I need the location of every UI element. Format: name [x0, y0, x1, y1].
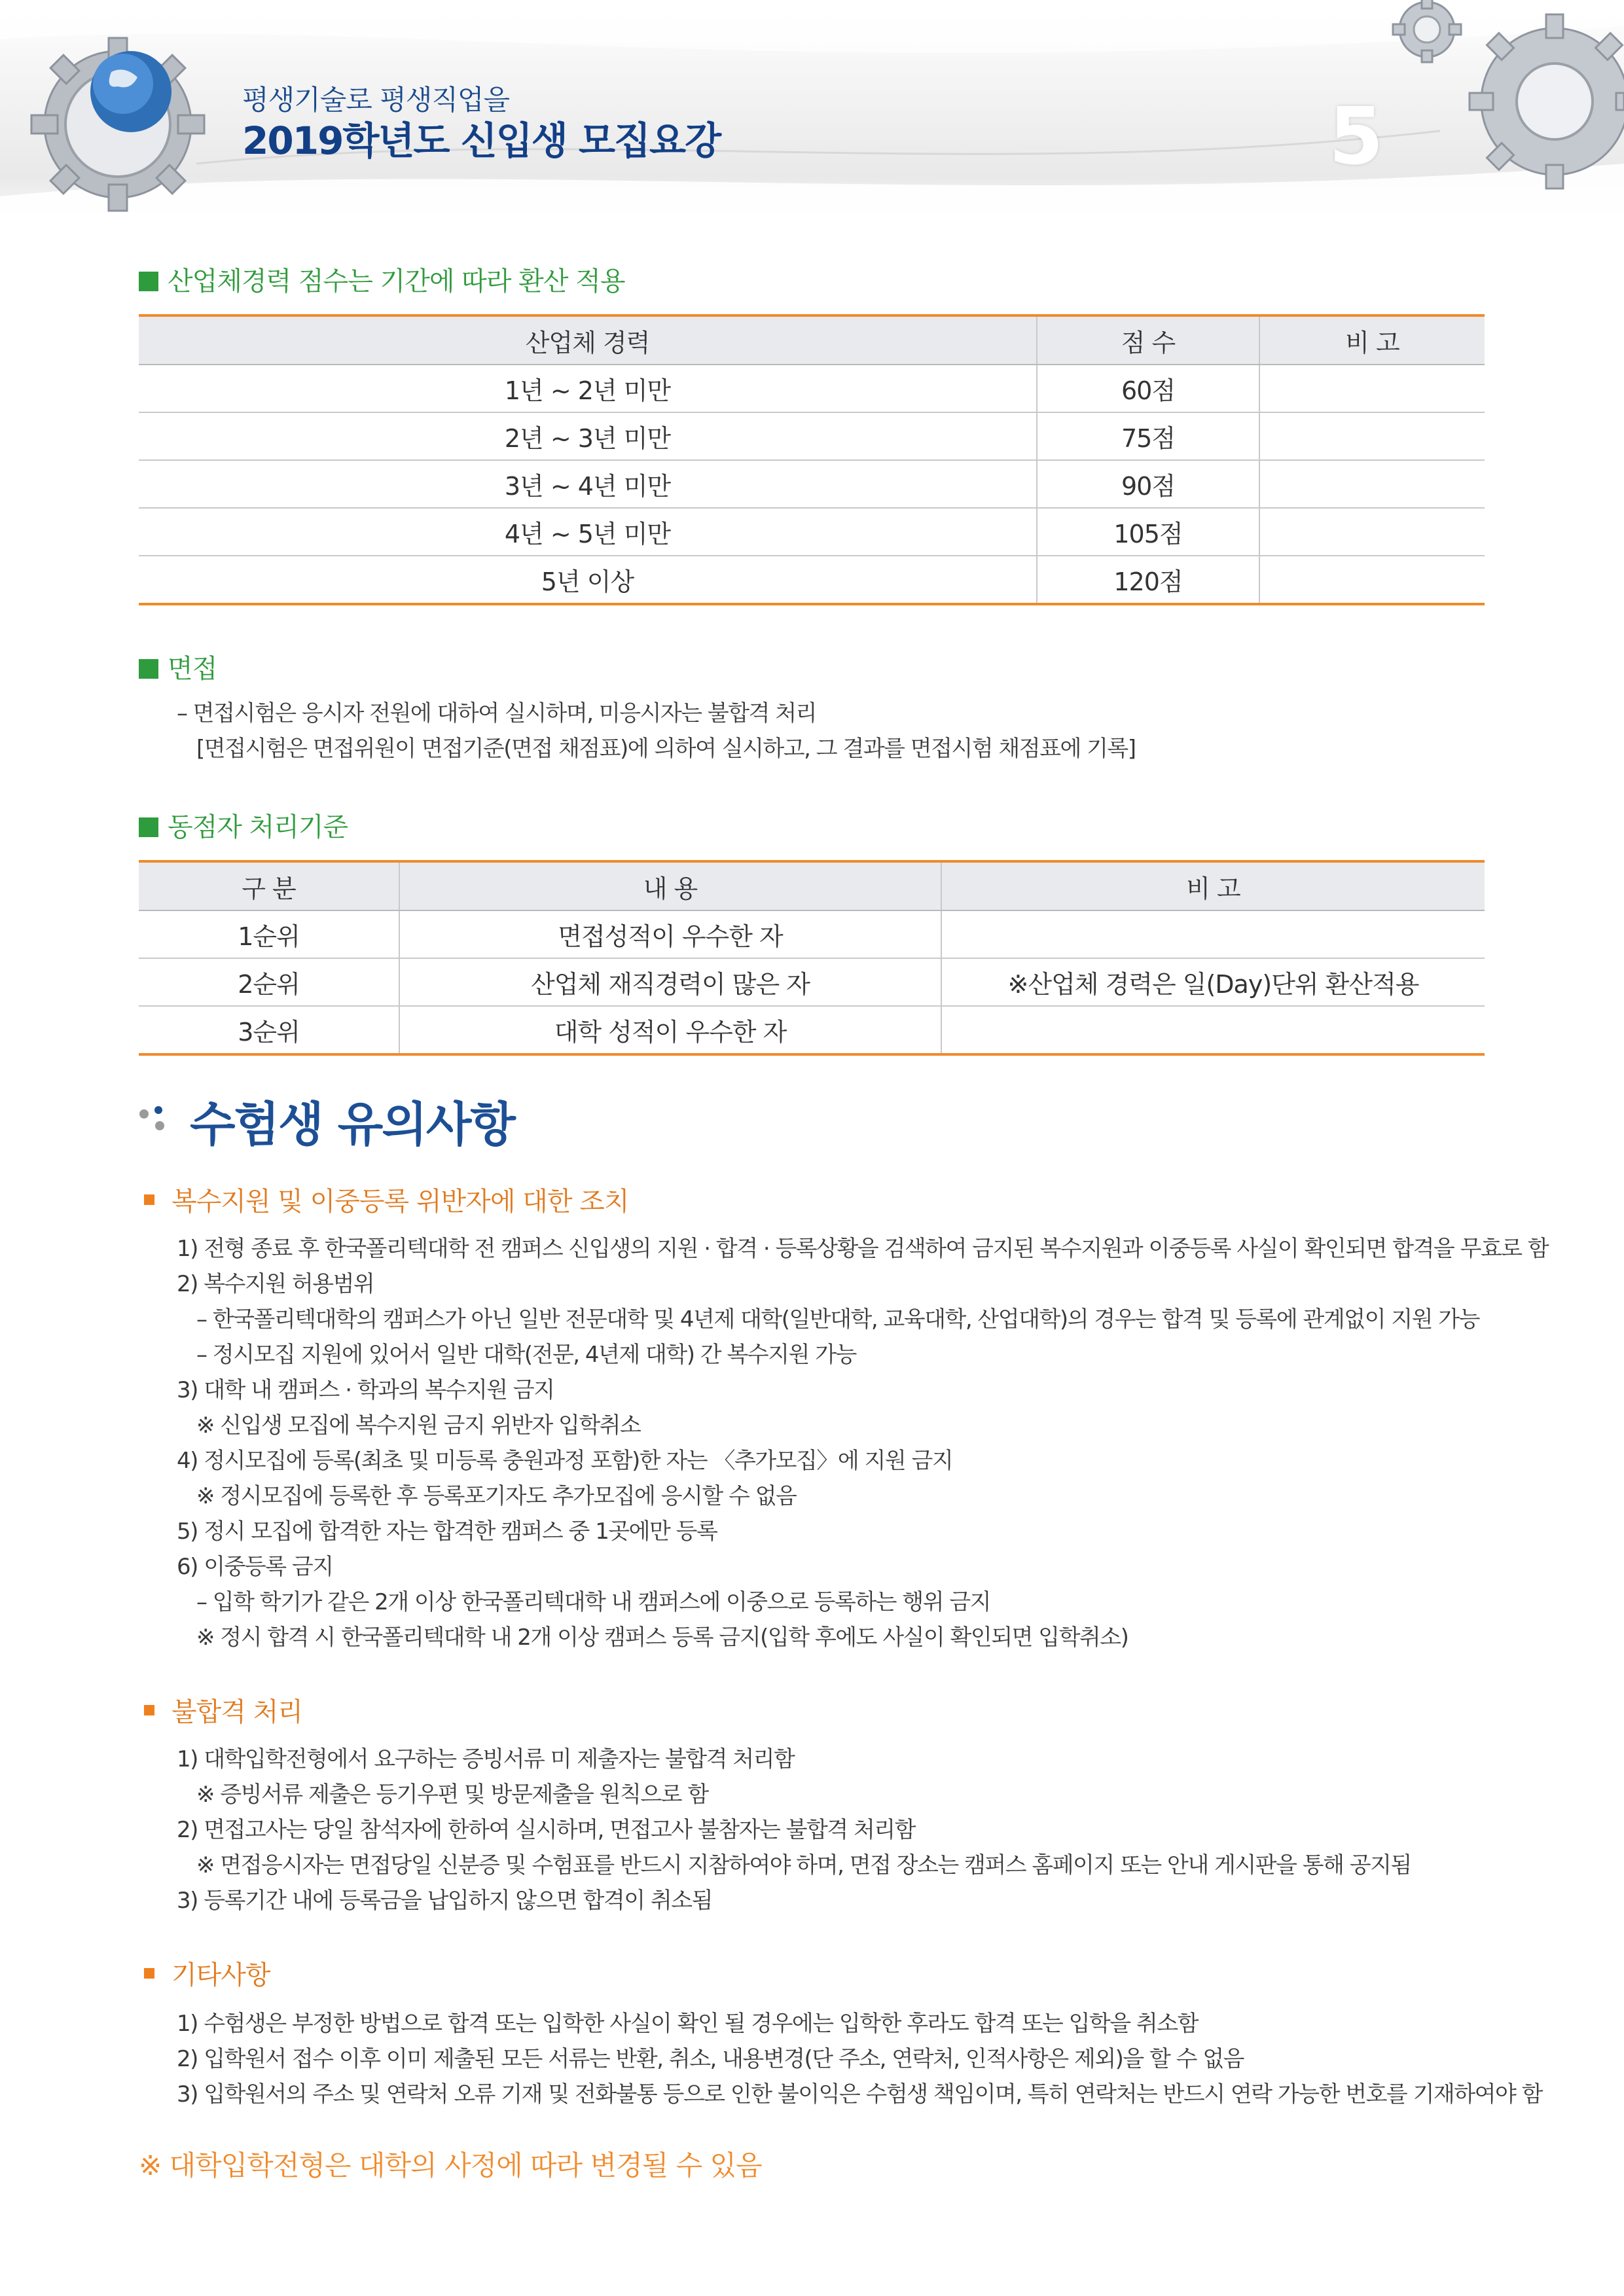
table-cell: 75점: [1037, 412, 1259, 460]
page-number: 5: [1329, 92, 1384, 183]
duplicate-line: – 정시모집 지원에 있어서 일반 대학(전문, 4년제 대학) 간 복수지원 가능: [196, 1342, 856, 1368]
table-row: [139, 365, 1485, 412]
column-header: 점 수: [1037, 315, 1259, 365]
duplicate-line: – 한국폴리텍대학의 캠퍼스가 아닌 일반 전문대학 및 4년제 대학(일반대학, 교육대학, 산업대학)의 경우는 합격 및 등록에 관계없이 지원 가능: [196, 1306, 1479, 1333]
table-row: [139, 460, 1485, 508]
table-cell: [1259, 412, 1485, 460]
table-cell: [1259, 508, 1485, 556]
table-cell: 120점: [1037, 556, 1259, 604]
duplicate-line: 3) 대학 내 캠퍼스 · 학과의 복수지원 금지: [177, 1377, 554, 1403]
duplicate-line: 5) 정시 모집에 합격한 자는 합격한 캠퍼스 중 1곳에만 등록: [177, 1518, 717, 1545]
etc-line: 1) 수험생은 부정한 방법으로 합격 또는 입학한 사실이 확인 될 경우에는 입학한 후라도 합격 또는 입학을 취소함: [177, 2011, 1198, 2037]
section-heading-career: 산업체경력 점수는 기간에 따라 환산 적용: [139, 260, 624, 298]
page-header: [0, 0, 1624, 236]
table-row: [139, 1006, 1485, 1054]
table-cell: 105점: [1037, 508, 1259, 556]
etc-line: 3) 입학원서의 주소 및 연락처 오류 기재 및 전화불통 등으로 인한 불이익은 수험생 책임이며, 특히 연락처는 반드시 연락 가능한 번호를 기재하여야 함: [177, 2081, 1542, 2108]
table-header-row: [139, 861, 1485, 910]
table-cell: 90점: [1037, 460, 1259, 508]
table-cell: 3순위: [139, 1006, 399, 1054]
dots-bullet-icon: [137, 1106, 177, 1139]
section-heading-tie: 동점자 처리기준: [139, 806, 348, 844]
table-row: [139, 556, 1485, 604]
subsection-heading-duplicate: 복수지원 및 이중등록 위반자에 대한 조치: [144, 1181, 628, 1218]
table-row: [139, 910, 1485, 958]
fail-line: ※ 면접응시자는 면접당일 신분증 및 수험표를 반드시 지참하여야 하며, 면접 장소는 캠퍼스 홈페이지 또는 안내 게시판을 통해 공지됨: [196, 1852, 1411, 1878]
footer-notice: ※ 대학입학전형은 대학의 사정에 따라 변경될 수 있음: [139, 2149, 762, 2181]
column-header: 비 고: [1259, 315, 1485, 365]
table-row: [139, 508, 1485, 556]
fail-line: 3) 등록기간 내에 등록금을 납입하지 않으면 합격이 취소됨: [177, 1888, 712, 1914]
table-cell: [941, 910, 1485, 958]
table-cell: [1259, 460, 1485, 508]
duplicate-line: 4) 정시모집에 등록(최초 및 미등록 충원과정 포함)한 자는 〈추가모집〉에 지원 금지: [177, 1448, 953, 1474]
column-header: 내 용: [399, 861, 941, 910]
column-header: 비 고: [941, 861, 1485, 910]
column-header: 구 분: [139, 861, 399, 910]
table-cell: [941, 1006, 1485, 1054]
table-cell: 대학 성적이 우수한 자: [399, 1006, 941, 1054]
orange-square-bullet-icon: [144, 1194, 154, 1205]
table-row: [139, 412, 1485, 460]
notes-title: 수험생 유의사항: [190, 1097, 514, 1152]
interview-line: [면접시험은 면접위원이 면접기준(면접 채점표)에 의하여 실시하고, 그 결과를 면접시험 채점표에 기록]: [196, 736, 1136, 762]
green-square-bullet-icon: [139, 272, 158, 291]
column-header: 산업체 경력: [139, 315, 1037, 365]
etc-line: 2) 입학원서 접수 이후 이미 제출된 모든 서류는 반환, 취소, 내용변경(단 주소, 연락처, 인적사항은 제외)을 할 수 없음: [177, 2046, 1244, 2072]
table-cell: 3년 ~ 4년 미만: [139, 460, 1037, 508]
table-row: [139, 958, 1485, 1006]
table-cell: 4년 ~ 5년 미만: [139, 508, 1037, 556]
green-square-bullet-icon: [139, 817, 158, 837]
table-cell: 5년 이상: [139, 556, 1037, 604]
table-cell: 2년 ~ 3년 미만: [139, 412, 1037, 460]
table-cell: 1순위: [139, 910, 399, 958]
table-cell: 산업체 재직경력이 많은 자: [399, 958, 941, 1006]
table-cell: [1259, 365, 1485, 412]
gears-decoration-icon: [1375, 0, 1624, 196]
duplicate-line: 6) 이중등록 금지: [177, 1554, 333, 1580]
duplicate-line: ※ 정시모집에 등록한 후 등록포기자도 추가모집에 응시할 수 없음: [196, 1483, 797, 1509]
table-cell: ※산업체 경력은 일(Day)단위 환산적용: [941, 958, 1485, 1006]
fail-line: ※ 증빙서류 제출은 등기우편 및 방문제출을 원칙으로 함: [196, 1782, 708, 1808]
duplicate-line: ※ 신입생 모집에 복수지원 금지 위반자 입학취소: [196, 1412, 641, 1439]
globe-gear-icon: [20, 20, 216, 216]
orange-square-bullet-icon: [144, 1705, 154, 1715]
tie-rules-table: [139, 860, 1485, 1056]
green-square-bullet-icon: [139, 659, 158, 679]
header-title: 2019학년도 신입생 모집요강: [242, 118, 721, 163]
duplicate-line: – 입학 학기가 같은 2개 이상 한국폴리텍대학 내 캠퍼스에 이중으로 등록하는 행위 금지: [196, 1589, 991, 1615]
interview-line: – 면접시험은 응시자 전원에 대하여 실시하며, 미응시자는 불합격 처리: [177, 700, 816, 726]
duplicate-line: ※ 정시 합격 시 한국폴리텍대학 내 2개 이상 캠퍼스 등록 금지(입학 후에도 사실이 확인되면 입학취소): [196, 1624, 1128, 1651]
subsection-heading-etc: 기타사항: [144, 1954, 270, 1992]
career-score-table: [139, 314, 1485, 605]
fail-line: 1) 대학입학전형에서 요구하는 증빙서류 미 제출자는 불합격 처리함: [177, 1746, 795, 1772]
section-heading-interview: 면접: [139, 648, 217, 685]
duplicate-line: 1) 전형 종료 후 한국폴리텍대학 전 캠퍼스 신입생의 지원 · 합격 · 등록상황을 검색하여 금지된 복수지원과 이중등록 사실이 확인되면 합격을 무효로 함: [177, 1236, 1549, 1262]
table-cell: 60점: [1037, 365, 1259, 412]
orange-square-bullet-icon: [144, 1968, 154, 1979]
table-header-row: [139, 315, 1485, 365]
table-cell: 면접성적이 우수한 자: [399, 910, 941, 958]
table-cell: 1년 ~ 2년 미만: [139, 365, 1037, 412]
table-cell: [1259, 556, 1485, 604]
duplicate-line: 2) 복수지원 허용범위: [177, 1271, 374, 1297]
subsection-heading-fail: 불합격 처리: [144, 1691, 302, 1729]
header-subtitle: 평생기술로 평생직업을: [242, 84, 510, 116]
table-cell: 2순위: [139, 958, 399, 1006]
fail-line: 2) 면접고사는 당일 참석자에 한하여 실시하며, 면접고사 불참자는 불합격 처리함: [177, 1817, 915, 1843]
